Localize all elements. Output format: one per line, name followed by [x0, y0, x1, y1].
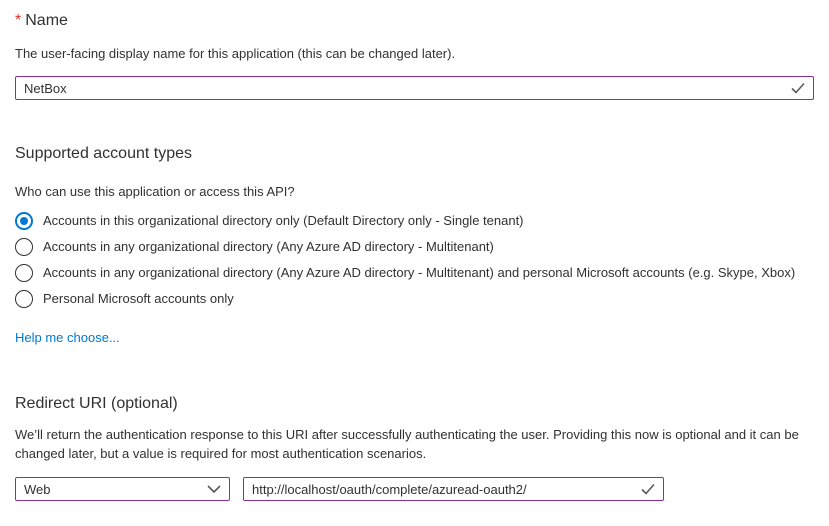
redirect-uri-value: http://localhost/oauth/complete/azuread-oauth2/ [252, 481, 527, 497]
name-input-value: NetBox [24, 80, 67, 96]
redirect-uri-description: We’ll return the authentication response to this URI after successfully authenticating the user. Providing this now is optional and it can be changed later, but a value is required for most authentication scenarios. [15, 427, 799, 461]
platform-selected-value: Web [24, 481, 51, 497]
radio-option-multitenant[interactable] [15, 234, 814, 260]
redirect-uri-input[interactable] [243, 477, 664, 501]
name-input[interactable] [15, 76, 814, 100]
radio-option-label: Personal Microsoft accounts only [43, 291, 234, 306]
checkmark-icon [791, 82, 805, 94]
checkmark-icon [641, 483, 655, 495]
account-types-question: Who can use this application or access this API? [15, 184, 295, 199]
account-types-title: Supported account types [15, 145, 193, 162]
radio-button-icon[interactable] [15, 264, 33, 282]
radio-option-label: Accounts in any organizational directory (Any Azure AD directory - Multitenant) and personal Microsoft accounts (e.g. Skype, Xbox) [43, 265, 796, 280]
name-section-title [15, 10, 814, 31]
redirect-uri-row [15, 477, 814, 501]
platform-select-dropdown[interactable] [15, 477, 230, 501]
app-registration-form [0, 10, 829, 501]
radio-button-icon[interactable] [15, 290, 33, 308]
radio-option-label: Accounts in any organizational directory (Any Azure AD directory - Multitenant) [43, 239, 494, 254]
radio-button-icon[interactable] [15, 238, 33, 256]
name-description: The user-facing display name for this application (this can be changed later). [15, 46, 456, 61]
account-type-radio-group [15, 208, 814, 312]
radio-option-label: Accounts in this organizational directory only (Default Directory only - Single tenant) [43, 213, 524, 228]
chevron-down-icon [207, 485, 221, 493]
name-label: Name [25, 12, 68, 29]
required-asterisk: * [15, 12, 22, 29]
radio-button-icon[interactable] [15, 212, 33, 230]
help-me-choose-link[interactable]: Help me choose... [15, 330, 120, 345]
redirect-uri-title: Redirect URI (optional) [15, 395, 178, 412]
radio-option-multitenant-personal[interactable] [15, 260, 814, 286]
radio-option-personal-only[interactable] [15, 286, 814, 312]
radio-option-single-tenant[interactable] [15, 208, 814, 234]
